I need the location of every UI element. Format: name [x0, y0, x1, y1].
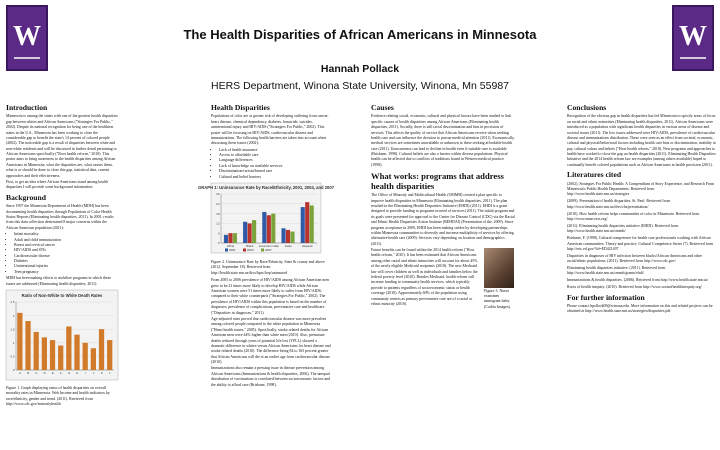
bar	[224, 235, 228, 243]
x-tick-label: L	[109, 371, 111, 376]
bar	[290, 232, 294, 243]
y-tick-label: 0.5	[10, 354, 15, 359]
barrier-item: • Language differences	[219, 158, 331, 163]
further-info-heading: For further information	[567, 292, 645, 302]
background-item: • HIV/AIDS and STIs	[14, 248, 118, 253]
barrier-item: • Discrimination/racism/biased care	[219, 169, 331, 174]
legend-label: 2004	[247, 248, 254, 253]
logo-letter: W	[13, 21, 41, 52]
y-tick-label: 2.5	[10, 300, 15, 305]
bar	[107, 340, 112, 370]
x-tick-label: H	[76, 371, 79, 376]
bar	[66, 326, 71, 370]
legend-swatch	[243, 249, 246, 252]
y-tick-label: 6	[217, 231, 220, 236]
x-tick-label: J	[92, 371, 95, 376]
background-item: • Infant mortality	[14, 232, 118, 237]
reference-item: (2011). Eliminating health disparities initiative (EHDI). Retrieved from http://www.health.state.mn.us/ommh/	[567, 223, 679, 234]
bar	[281, 228, 285, 243]
mortality-ratio-chart	[6, 290, 118, 380]
causes-body: Evidence relating social, economic, cultural and physical factors have been studied to link specific causes of health disparities among African Americans (Eliminating health disparities, 2011). Socially, there is still racial discrimination and bias in provision of services. This affects the quality of service that African Americans receive when seeking health care and can influence the decision to pursue medical attention (2011). Economically, medical services are sometimes unavailable or unknown to these seeking affordable health care (2011). Unawareness can lead to decline in health even if suitable care is available (Brisbane, 1998). Cultural beliefs are also a barrier within diverse populations. Physical health can be affected due to conflicts of traditions found in Western medical practice (1998).	[371, 114, 515, 167]
further-info-body: Please contact hpollack09@winona.edu. More information on this and related projects can be obtained at http://www.health.state.mn.us/strategies/disparities.pdf	[567, 303, 713, 314]
background-after: MDH has been making efforts to mobilize programs in which these issues are addressed (Eliminating health disparities, 2011).	[6, 276, 111, 286]
y-tick-label: 1.5	[10, 327, 15, 332]
barrier-item: • Cultural and belief barriers	[219, 175, 331, 180]
reference-item: (2002). Strategies For Public Health: A Compendium of Story Experience, and Research From Minnesota's Public Health Departments. Retrieved from http://www.health.state.mn.us/strategies	[567, 181, 715, 197]
bar	[58, 346, 63, 370]
uninsurance-chart	[197, 183, 335, 253]
bar	[99, 329, 104, 370]
intro-body: Minnesota is among the states with one of the greatest health disparities gap between whites and African Americans ("Strategies For Public," 2002). Despite its national recognition for being one of the healthiest states in the U.S., Minnesota has been working to close the considerable gap to benefit the state's 14 percent of colored people (2002). The noticeable gap is a result of disparities between white and non-white residents and will be discussed in further detail pertaining to African Americans specifically ("Root health reform," 2010). This poster aims to bring awareness to the health disparities among African Americans in Minnesota; what the disparities are, what causes them, what is or should be done to close this gap, statistical data, current approaches and their effectiveness.	[6, 114, 118, 178]
poster-author: Hannah Pollack	[320, 63, 400, 75]
what-works-body: The Office of Minority and Multicultural Health (OMMH) created a plan specific to improve health disparities in Minnesota (Eliminating health disparities, 2011). The plan resulted in the Eliminating Health Disparities Initiative (EHDI) (2011). EHDI is a grant designed to provide funding to programs in need of services (2011). The initial program and its goals were presented for approval to the Center for Disease Control (CDC) via the Racial and Ethnic Health Disparities Action Institute (REHDAI) (Presentation of the, 2009). Since program acceptance in 2009, EHDI has been making strides by developing partnerships within Minnesota communities to diversify and increase multiplicity of services by offering alternative health care (2009). Services vary depending on location and demographics (2011).	[371, 193, 515, 246]
reference-item: (2009). Presentation of health disparities. St. Paul: Retrieved from http://www.health.state.mn.us/divs/chs/presentation/	[567, 199, 670, 209]
bar	[74, 335, 79, 370]
intro-body-2: First, to get an idea where African Americans stand among health disparities I will provide some background information:	[6, 180, 108, 190]
reference-list	[567, 182, 717, 291]
reference-item: Immunizations & health disparities. (2006). Retrieved from http://www.health.state.mn.us/	[567, 278, 709, 283]
x-tick-label: Asian	[284, 244, 292, 249]
background-heading: Background	[6, 192, 46, 202]
y-tick-label: 2	[12, 313, 15, 318]
cardio-body: Age-adjusted rates proved that cardiovascular disease was more prevalent among colored people compared to the white population in Minnesota ("Heart health issues," 2005). Specifically, stroke related deaths for African American men were 44% higher than white men (2010). Also, premature deaths reduced through years of potential life lost (YPLL) showed a dramatic difference in whites versus African Americans for heart disease and stroke related deaths (2010). The difference being 84 to 165 percent greater that African Americans will die at an earlier age from cardiovascular disease (2010).	[211, 316, 331, 365]
reference-item: Eliminating health disparities initiative. (2011). Retrieved from http://www.health.state.mn.us/ommh/grants/ehdi/	[567, 266, 666, 276]
causes-heading: Causes	[371, 103, 394, 112]
background-body: Since 1997 the Minnesota Department of Health (MDH) has been documenting health disparities through Populations of Color Health Status Reports (Eliminating health disparities, 2011). In 2001, results from this data collection determined 8 major concerns within the African American population (2011):	[6, 204, 114, 230]
bar	[17, 313, 22, 370]
conclusions-body: Recognition of the obvious gap in health disparities has led Minnesota to specify areas of focus on racial and ethnic minorities (Eliminating health disparities, 2011). African Americans were introduced as a population with significant health disparities in various areas of disease and societal issues (2011). The low issues addressed were HIV/AIDS, prevalence of cardiovascular disease and immunizations distribution. These were seen as an effect from societal, economic, cultural and physical/behavioral factors including health care bias or discrimination, inability to pay, cultural values and beliefs ("How health reform," 2010). New programs and approaches to health have worked to close the gap on health disparities (2011). Eliminating Health Disparities Initiative and the 2014 health reform law are examples (among others available) hoped to continually benefit colored populations such as African Americans in health provision (2011).	[567, 114, 716, 167]
reference-item: Roots of health inequity. (2010). Retrieved from http://www.rootsofhealthinequity.org/	[567, 285, 702, 290]
background-list	[14, 232, 118, 275]
y-tick-label: 18	[216, 211, 220, 216]
y-tick-label: 1	[12, 341, 15, 346]
barriers-list	[219, 148, 331, 180]
bar	[267, 215, 271, 243]
intro-heading: Introduction	[6, 103, 48, 112]
what-works-heading: What works: programs that address health disparities	[371, 171, 504, 191]
x-tick-label: G	[67, 371, 71, 376]
bar	[233, 233, 237, 243]
what-works-body-2: Future benefits can be found within the 2014 health reform ("How health reform," 2010). It has been estimated that African Americans among other racial and ethnic minorities will account for about 45% of the newly eligible Medicaid recipients (2010). The new Medicaid law will cover children as well as individuals and families below the federal poverty level (2010). Besides Medicaid, health reform will increase funding to community health services, which typically provide to patients regardless of socioeconomic status or health coverage (2010). Approximately 60% of the population using community centers as primary preventative care are of a racial or ethnic minority (2010).	[371, 248, 478, 306]
bar	[228, 233, 232, 243]
poster-title: The Health Disparities of African Americans in Minnesota	[183, 27, 537, 42]
x-tick-label: K	[100, 371, 103, 376]
nurse-baby-photo	[484, 248, 514, 288]
y-tick-label: 0	[12, 368, 15, 373]
reference-item: (2010). How health reform helps communities of color in Minnesota. Retrieved from http://www.mnaccess.org/	[567, 211, 700, 221]
hiv-body: From 2005 to 2006 prevalence of HIV/AIDS among African American men grew to be 21 times more likely to develop HIV/AIDS while African American women were 51 times more likely to suffer from HIV/AIDS, compared to their white counterparts ("Strategies For Public," 2002). The prevalence of HIV/AIDS within this population is based on the number of diagnoses, prevalence of complications, preventative care and healthcare ("Disparities in diagnoses," 2011).	[211, 278, 329, 315]
bar	[252, 220, 256, 243]
bar	[34, 332, 39, 370]
figure-1-caption: Figure 1. Graph displaying ratios of health disparities on overall mortality rates in Minnesota. Web Income and health indicators by race/ethnicity, gender and trend. (2011). Retrieved from http://www.cdc.gov/minorityhealth	[6, 386, 110, 407]
y-tick-label: 12	[216, 221, 220, 226]
background-item: • Cardiovascular disease	[14, 254, 118, 259]
legend-label: 2007	[265, 248, 272, 253]
column-2	[197, 103, 335, 448]
bar	[83, 343, 88, 370]
figure-3-caption: Figure 3. Nurse examines immigrant baby (Corbis Images).	[484, 288, 511, 309]
x-tick-label: A	[19, 371, 22, 376]
barrier-item: • Lack of health insurance	[219, 148, 331, 153]
bar	[271, 214, 275, 243]
reference-item: Disparities in diagnoses of HIV infection between blacks/African Americans and other racial/ethnic populations. (2011). Retrieved from http://www.cdc.gov/	[567, 253, 702, 264]
bar	[50, 340, 55, 370]
bar	[248, 223, 252, 243]
legend-label: 2001	[229, 248, 236, 253]
background-item: • Teen pregnancy	[14, 270, 118, 275]
background-item: • Adult and child immunization	[14, 238, 118, 243]
x-tick-label: F	[60, 371, 62, 376]
logo-letter-right: W	[679, 21, 707, 52]
x-tick-label: D	[43, 371, 46, 376]
conclusions-heading: Conclusions	[567, 103, 607, 112]
bar	[310, 205, 314, 243]
x-tick-label: Hispanic	[302, 244, 313, 249]
chart-title: Ratio of Non-White to White Death Rates	[21, 293, 103, 299]
immunization-body: Immunizations also remain a pressing issue in disease prevention among African Americans (Immunizations & health disparities, 2006). The unequal distribution of vaccinations is correlated between socioeconomic factors and the ability to afford care (Brisbane, 1998).	[211, 366, 331, 387]
legend-swatch	[225, 249, 228, 252]
bar	[243, 222, 247, 243]
bar	[262, 212, 266, 243]
x-tick-label: I	[85, 371, 86, 376]
health-disparities-body: Populations of color are at greater risk of developing suffering from cancer, heart disease, chemical dependency, diabetes, homicide, suicides, unintentional injury and HIV/AIDS ("Strategies For Public," 2002). This poster will be focusing on HIV/AIDS, cardiovascular disease and immunizations. The following health barriers are taken into account when discussing these issues (2002):	[211, 114, 329, 146]
x-tick-label: White	[227, 244, 235, 249]
figure-3	[371, 248, 516, 310]
x-tick-label: E	[51, 371, 54, 376]
barrier-item: • Lack of knowledge on available services	[219, 164, 331, 169]
x-tick-label: C	[35, 371, 38, 376]
x-tick-label: Black	[246, 244, 254, 249]
x-tick-label: B	[27, 371, 30, 376]
figure-2-caption: Figure 2. Uninsurance Rate by Race/Ethnicity, State & county and above (2012, September 18). Retrieved from http://health.state.mn.us/divs/hpsc/hep/uninsured	[211, 260, 325, 275]
y-tick-label: 24	[216, 202, 220, 207]
x-tick-label: American Indian	[258, 244, 280, 249]
bar	[301, 207, 305, 243]
bar	[286, 230, 290, 243]
column-3	[371, 104, 516, 448]
health-disparities-heading: Health Disparities	[211, 103, 270, 112]
bar	[91, 348, 96, 370]
background-item: • Breast and cervical cancer	[14, 243, 118, 248]
bar	[25, 321, 30, 370]
y-tick-label: 30	[216, 192, 220, 197]
y-tick-label: 0	[217, 241, 220, 246]
poster-affiliation: HERS Department, Winona State University, Winona, Mn 55987	[210, 80, 510, 92]
column-1	[6, 104, 118, 448]
barrier-item: • Access to affordable care	[219, 153, 331, 158]
bar	[42, 337, 47, 370]
chart-title: GRAPH 1: Uninsurance Rate by Race/Ethnicity, 2001, 2004, and 2007	[197, 185, 335, 191]
bar	[305, 202, 309, 243]
literature-heading: Literatures cited	[567, 170, 622, 180]
legend-swatch	[261, 249, 264, 252]
reference-item: Brisbane, F. (1998). Cultural competence for health care professionals working with African American communities: Theory and practice. Cultural Competence Series (7). Retrieved from http://eric.ed.gov/?id=ED421497	[567, 236, 714, 251]
background-item: • Diabetes	[14, 259, 118, 264]
background-item: • Unintentional injuries	[14, 264, 118, 269]
column-4	[567, 104, 717, 448]
